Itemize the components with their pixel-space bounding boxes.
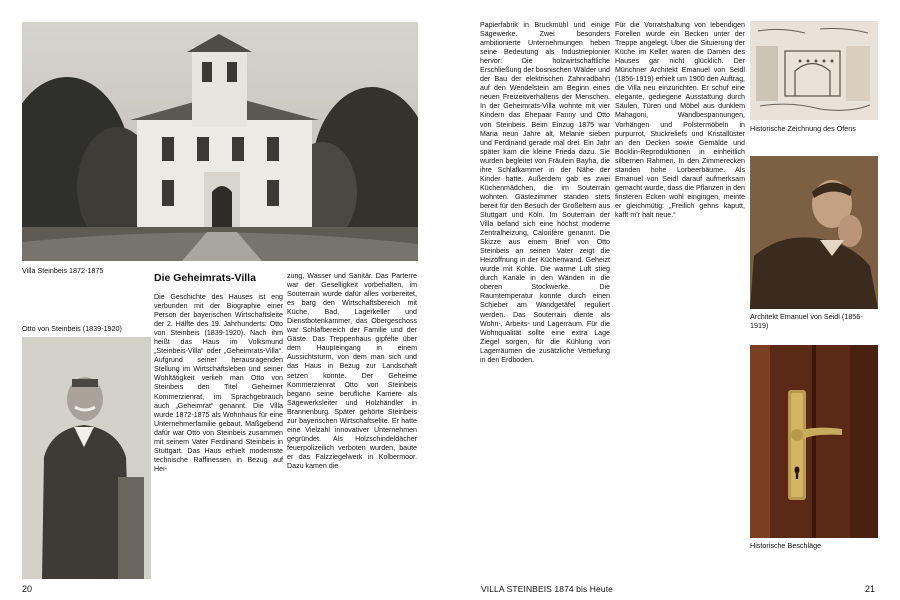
text-column-1: Die Geschichte des Hauses ist eng verbunden mit der Biographie einer Person der bayerischen Wirtschaftsleite der 2. Hälfte des 19. Jahrhunderts: Otto von Steinbeis (1839-1920). Nach ihm heißt das Haus im Volksmund „Steinbeis-Villa“ oder „Geheimrats-Villa“. Aufgrund seiner herausragenden Stellung im Wirtschaftsleben und seiner Wohltätigkeit verlieh man Otto von Steinbeis den Titel Geheimer Kommerzienrat, im Sprachgebrauch auch „Geheimrat“ genannt. Die Villa wurde 1872-1875 als Wohnhaus für eine Unternehmerfamilie gebaut. Maßgebend dafür war Otto von Steinbeis zusammen mit seinem Vater Ferdinand Steinbeis in Stuttgart. Das Haus erhielt modernste technische Raffinessen in Bezug auf Hei- — [154, 293, 283, 473]
text-column-4: Für die Vorratshaltung von lebendigen Forellen wurde ein Becken unter der Treppe angelegt. Über die Situierung der Küche im Keller waren die Damen des Hauses gar nicht glücklich. Der Münchner Architekt Emanuel von Seidl (1856-1919) erhielt um 1900 den Auftrag, die Villa neu einzurichten. Er schuf eine elegante, gediegene Ausstattung durch Säulen, Türen und Möbel aus dunklem Mahagoni, Wandbespannungen, Vorhängen und Polstermöbeln in purpurrot, Stuckreliefs und Kristallüster an den Decken sowie Gemälde und Böcklin-Reproduktionen in einheitlich silbernen Rahmen. In den Zimmerecken standen hohe Lorbeerbäume. Als Emanuel von Seidl darauf aufmerksam gemacht wurde, dass die Pflanzen in den finsteren Ecken wohl eingingen, meinte er gleichmütig: „Freilich gehns kaputt, kafft m’r halt neue.“ — [615, 21, 745, 219]
page-number-left: 20 — [22, 584, 33, 594]
oven-sketch-caption: Historische Zeichnung des Ofens — [750, 124, 856, 133]
architect-caption: Architekt Emanuel von Seidl (1856-1919) — [750, 312, 863, 330]
architect-photo — [750, 156, 878, 309]
villa-photo — [22, 22, 418, 261]
article-heading: Die Geheimrats-Villa — [154, 272, 256, 284]
hardware-caption: Historische Beschläge — [750, 541, 822, 550]
villa-caption: Villa Steinbeis 1872-1875 — [22, 266, 104, 275]
hardware-photo — [750, 345, 878, 538]
running-footer: VILLA STEINBEIS 1874 bis Heute — [481, 584, 613, 594]
portrait-photo — [22, 337, 151, 579]
text-column-2: zung, Wasser und Sanitär. Das Parterre war der Geselligkeit vorbehalten, im Souterrain wurde dafür alles vorbereitet, es barg den Wirtschaftsbereich mit Küche, Bad, Lagerkeller und Dienstbotenkammer, das Obergeschoss war Schlafbereich der Familie und der Gäste. Das Treppenhaus gipfelte über dem Haupteingang in einem Aussichtsturm, von dem man sich und das Haus in Bezug zur Landschaft setzen konnte. Der Geheime Kommerzienrat Otto von Steinbeis begann seine berufliche Karriere als Sägewerksleiter und Holzhändler in Brannenburg. Später gehörte Steinbeis zur bayerischen Wirtschaftselite. Er hatte eine Vielzahl innovativer Unternehmen gegründet. Als Holzschindeldächer feuerpolizeilich verboten wurden, baute er das Falzziegelwerk in Kolbermoor. Dazu kamen die — [287, 272, 417, 470]
page-number-right: 21 — [865, 584, 876, 594]
text-column-3: Papierfabrik in Bruckmühl und einige Sägewerke. Zwei besonders ambitionierte Unternehmungen heben seine Bedeutung als Industriepionier hervor: Die holzwirtschaftliche Erschließung der bosnischen Wälder und der Bau der elektrischen Zahnradbahn auf den Wendelstein am Beginn eines neuen Freizeitverhaltens der Menschen. In der Geheimrats-Villa wohnte mit vier Kindern das Ehepaar Fanny und Otto von Steinbeis. Beim Einzug 1875 war Maria neun Jahre alt, Melanie sieben und Ferdinand gerade mal drei. Ein Jahr später kam die kleine Frieda dazu. Sie wurden begleitet von Fräulein Bayha, die ihre Schlafkammer in der Nähe der Kinder hatte. Außerdem gab es zwei Küchenmädchen, die im Souterrain wohnten. Gästezimmer standen stets bereit für den Besuch der Großeltern aus Stuttgart und Köln. Im Souterrain der Villa befand sich eine höchst moderne Zentralheizung, Calorifère genannt. Die Skizze aus einem Brief von Otto Steinbeis an seinen Vater zeigt die Heizöffnung in der Küchenwand. Geheizt wurde mit Kohle. Die warme Luft stieg durch Kanäle in den Wänden in die oberen Stockwerke. Die Raumtemperatur konnte durch einen Schieber am Wandgetäfel reguliert werden. Das Souterrain diente als Wohn-, Arbeits- und Lagerraum. Für die Wohnqualität sollte eine extra Lage Ziegel sorgen, für die Kühlung von Lagerräumen die zusätzliche Vertiefung in den Erdboden. — [480, 21, 610, 364]
portrait-caption: Otto von Steinbeis (1839-1920) — [22, 324, 122, 333]
oven-sketch — [750, 21, 878, 120]
